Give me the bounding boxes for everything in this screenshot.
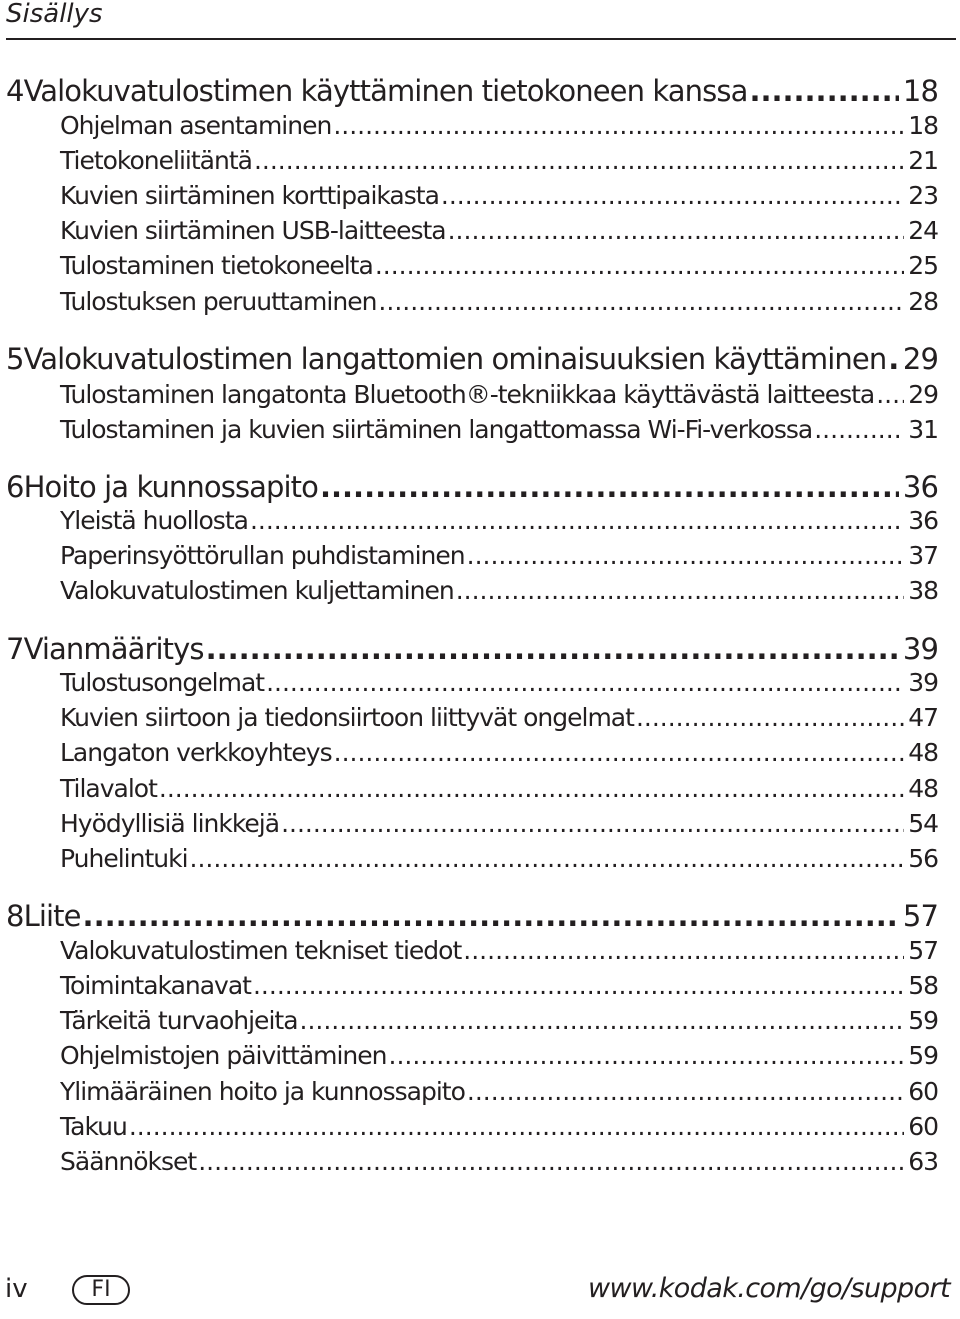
entry-page: 39: [908, 668, 938, 697]
chapter-number: 5: [6, 342, 24, 376]
entry-page: 58: [908, 971, 938, 1000]
dot-leader: [320, 469, 899, 505]
toc-entry[interactable]: [60, 843, 938, 875]
toc-entry[interactable]: [60, 702, 938, 734]
dot-leader: [456, 575, 904, 607]
entry-title: Tulostaminen langatonta Bluetooth®-tekniikkaa käyttävästä laitteesta: [60, 380, 875, 409]
dot-leader: [389, 1040, 905, 1072]
toc-entry[interactable]: [60, 180, 938, 212]
entry-title: Säännökset: [60, 1147, 197, 1176]
toc-chapter-8[interactable]: [6, 898, 938, 934]
dot-leader: [300, 1005, 905, 1037]
entry-title: Tulostusongelmat: [60, 668, 265, 697]
dot-leader: [266, 667, 904, 699]
chapter-page: 36: [902, 470, 938, 504]
entry-page: 59: [908, 1041, 938, 1070]
toc-entry[interactable]: [60, 1005, 938, 1037]
page-title: Sisällys: [6, 0, 103, 29]
toc-chapter-4[interactable]: [6, 73, 938, 109]
dot-leader: [254, 145, 904, 177]
entry-title: Ylimääräinen hoito ja kunnossapito: [60, 1077, 465, 1106]
entry-page: 47: [908, 703, 938, 732]
toc-entry[interactable]: [60, 379, 938, 411]
dot-leader: [888, 341, 899, 377]
chapter-number: 7: [6, 632, 24, 666]
chapter-page: 39: [902, 632, 938, 666]
entry-page: 25: [908, 251, 938, 280]
chapter-title: Vianmääritys: [23, 632, 204, 666]
entry-title: Kuvien siirtoon ja tiedonsiirtoon liittyvät ongelmat: [60, 703, 634, 732]
entry-page: 36: [908, 506, 938, 535]
entry-page: 60: [908, 1077, 938, 1106]
toc-entry[interactable]: [60, 935, 938, 967]
toc-entry[interactable]: [60, 540, 938, 572]
entry-title: Tietokoneliitäntä: [60, 146, 252, 175]
dot-leader: [334, 737, 905, 769]
entry-title: Tulostuksen peruuttaminen: [60, 287, 377, 316]
chapter-number: 6: [6, 470, 24, 504]
entry-title: Tulostaminen tietokoneelta: [60, 251, 373, 280]
dot-leader: [250, 505, 904, 537]
support-url[interactable]: www.kodak.com/go/support: [588, 1273, 950, 1304]
entry-page: 18: [908, 111, 938, 140]
toc-chapter-7[interactable]: [6, 631, 938, 667]
entry-title: Tulostaminen ja kuvien siirtäminen langattomassa Wi-Fi-verkossa: [60, 415, 813, 444]
entry-title: Tärkeitä turvaohjeita: [60, 1006, 298, 1035]
toc-entry[interactable]: [60, 215, 938, 247]
entry-page: 28: [908, 287, 938, 316]
dot-leader: [198, 1146, 904, 1178]
chapter-title: Liite: [23, 899, 81, 933]
entry-title: Hyödyllisiä linkkejä: [60, 809, 280, 838]
dot-leader: [749, 73, 898, 109]
entry-title: Kuvien siirtäminen USB-laitteesta: [60, 216, 446, 245]
toc-entry[interactable]: [60, 808, 938, 840]
dot-leader: [814, 414, 904, 446]
entry-page: 21: [908, 146, 938, 175]
entry-page: 59: [908, 1006, 938, 1035]
entry-page: 48: [908, 774, 938, 803]
chapter-title: Valokuvatulostimen käyttäminen tietokoneen kanssa: [23, 74, 748, 108]
entry-title: Kuvien siirtäminen korttipaikasta: [60, 181, 439, 210]
dot-leader: [441, 180, 904, 212]
toc-entry[interactable]: [60, 1111, 938, 1143]
entry-page: 60: [908, 1112, 938, 1141]
toc-entry[interactable]: [60, 250, 938, 282]
chapter-number: 8: [6, 899, 24, 933]
footer-page-number: iv: [5, 1274, 28, 1304]
toc-chapter-6[interactable]: [6, 469, 938, 505]
toc-chapter-5[interactable]: [6, 341, 938, 377]
dot-leader: [636, 702, 904, 734]
entry-page: 48: [908, 738, 938, 767]
toc-entry[interactable]: [60, 505, 938, 537]
toc-entry[interactable]: [60, 414, 938, 446]
chapter-page: 29: [902, 342, 938, 376]
dot-leader: [375, 250, 904, 282]
chapter-title: Valokuvatulostimen langattomien ominaisuuksien käyttäminen: [23, 342, 887, 376]
entry-page: 24: [908, 216, 938, 245]
entry-title: Takuu: [60, 1112, 127, 1141]
entry-title: Yleistä huollosta: [60, 506, 248, 535]
toc-entry[interactable]: [60, 970, 938, 1002]
header-rule: [6, 38, 956, 40]
toc-entry[interactable]: [60, 773, 938, 805]
chapter-page: 57: [902, 899, 938, 933]
dot-leader: [129, 1111, 904, 1143]
dot-leader: [448, 215, 905, 247]
entry-page: 56: [908, 844, 938, 873]
dot-leader: [876, 379, 904, 411]
dot-leader: [378, 286, 904, 318]
entry-page: 29: [908, 380, 938, 409]
dot-leader: [159, 773, 904, 805]
entry-title: Ohjelman asentaminen: [60, 111, 332, 140]
entry-page: 38: [908, 576, 938, 605]
dot-leader: [190, 843, 905, 875]
dot-leader: [253, 970, 904, 1002]
toc-entry[interactable]: [60, 737, 938, 769]
language-badge: FI: [72, 1275, 130, 1305]
dot-leader: [206, 631, 899, 667]
toc-entry[interactable]: [60, 667, 938, 699]
dot-leader: [333, 110, 904, 142]
dot-leader: [83, 898, 899, 934]
entry-title: Paperinsyöttörullan puhdistaminen: [60, 541, 465, 570]
toc-entry[interactable]: [60, 575, 938, 607]
entry-title: Valokuvatulostimen tekniset tiedot: [60, 936, 462, 965]
chapter-title: Hoito ja kunnossapito: [23, 470, 318, 504]
entry-title: Langaton verkkoyhteys: [60, 738, 332, 767]
entry-page: 31: [908, 415, 938, 444]
toc-entry[interactable]: [60, 1076, 938, 1108]
toc-entry[interactable]: [60, 1040, 938, 1072]
entry-title: Puhelintuki: [60, 844, 188, 873]
toc-entry[interactable]: [60, 110, 938, 142]
entry-title: Toimintakanavat: [60, 971, 251, 1000]
entry-title: Tilavalot: [60, 774, 157, 803]
dot-leader: [463, 935, 904, 967]
toc-entry[interactable]: [60, 286, 938, 318]
entry-page: 23: [908, 181, 938, 210]
toc-entry[interactable]: [60, 1146, 938, 1178]
dot-leader: [467, 1076, 904, 1108]
entry-page: 37: [908, 541, 938, 570]
dot-leader: [281, 808, 904, 840]
entry-page: 57: [908, 936, 938, 965]
entry-page: 63: [908, 1147, 938, 1176]
entry-page: 54: [908, 809, 938, 838]
entry-title: Valokuvatulostimen kuljettaminen: [60, 576, 454, 605]
dot-leader: [467, 540, 905, 572]
chapter-page: 18: [902, 74, 938, 108]
toc-entry[interactable]: [60, 145, 938, 177]
entry-title: Ohjelmistojen päivittäminen: [60, 1041, 387, 1070]
chapter-number: 4: [6, 74, 24, 108]
